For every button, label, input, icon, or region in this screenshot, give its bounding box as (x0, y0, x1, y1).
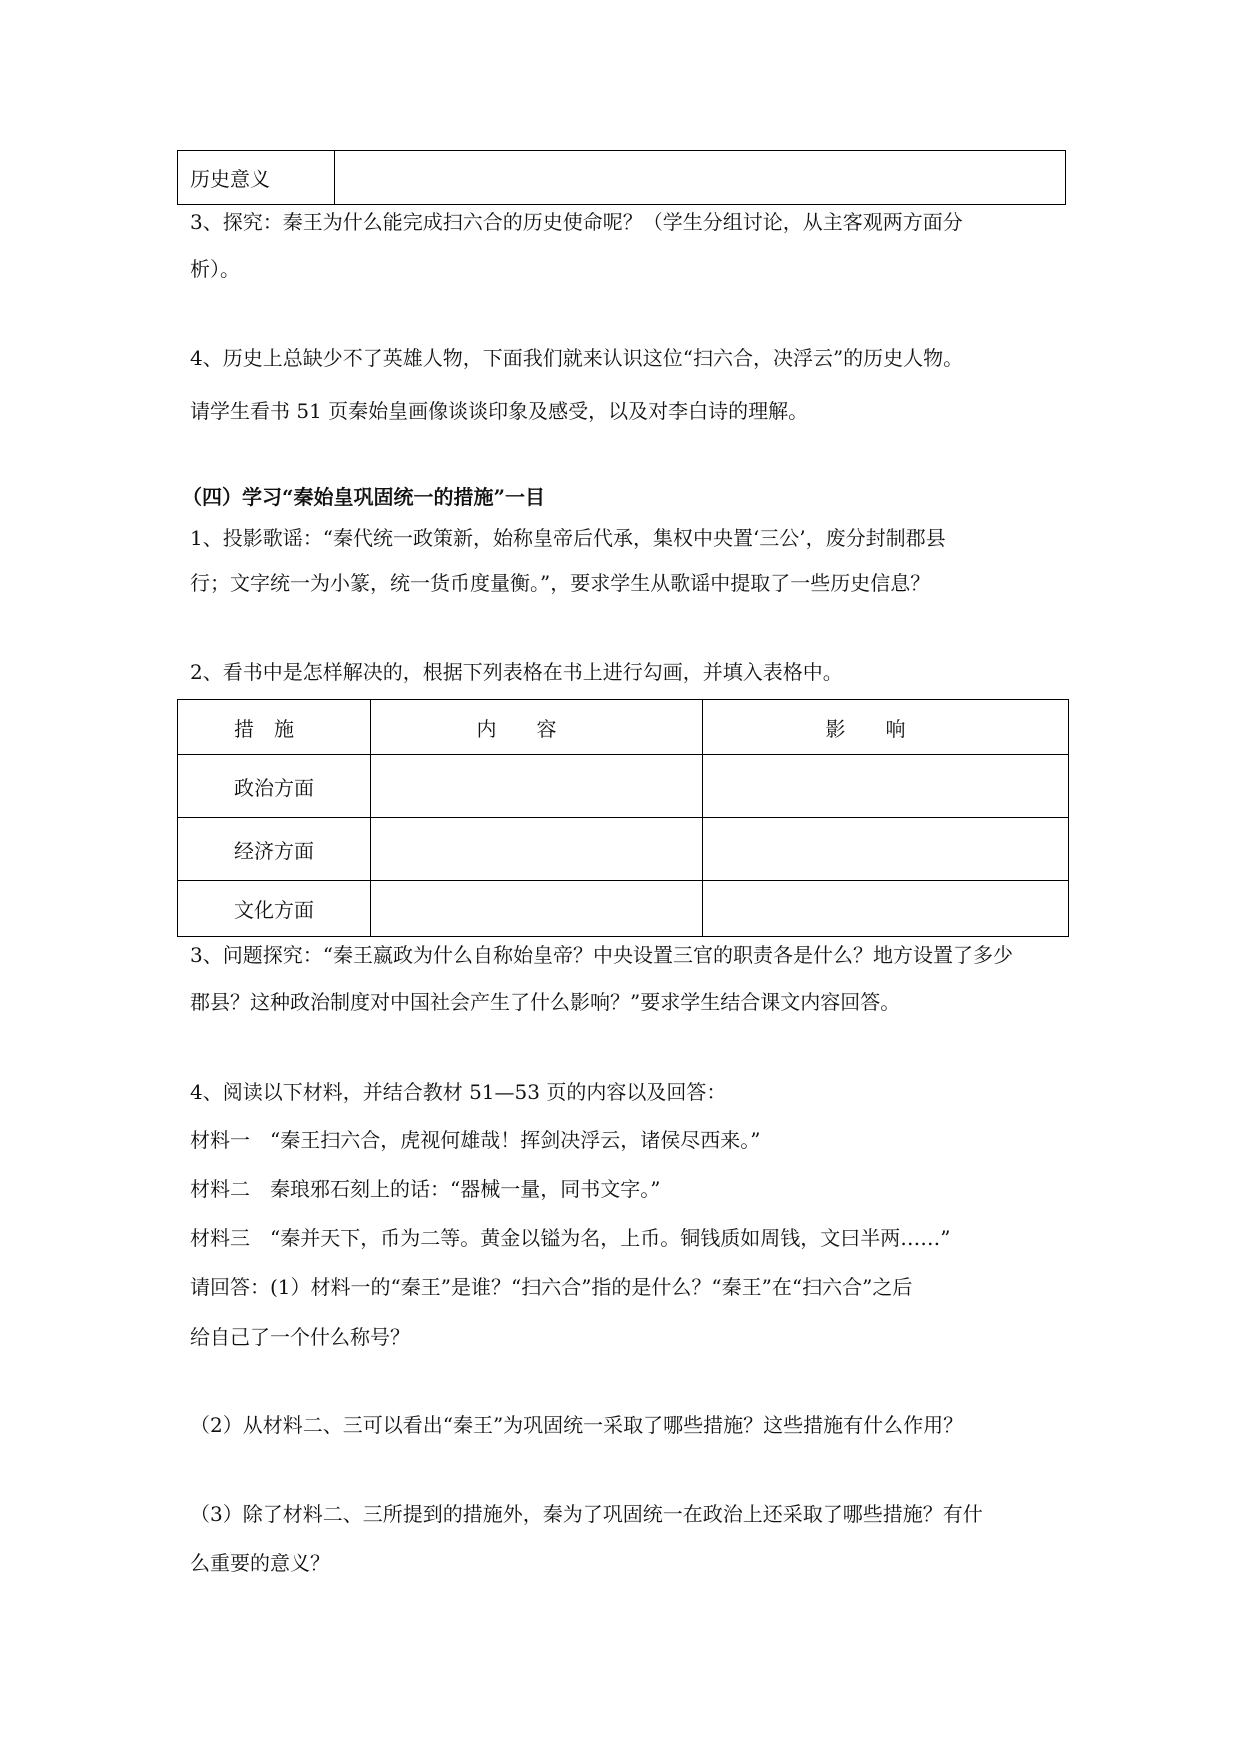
table-cell-empty (703, 881, 1069, 937)
historical-significance-table (177, 150, 1066, 205)
question-1-line-1: 请回答：(1）材料一的“秦王”是谁？“扫六合”指的是什么？“秦王”在“扫六合”之后 (190, 1275, 913, 1299)
table-cell-empty (703, 755, 1069, 818)
measures-table (177, 699, 1069, 937)
table-row (178, 881, 1069, 937)
question-3-line-2: 么重要的意义？ (190, 1551, 330, 1575)
question-3-line-1: （3）除了材料二、三所提到的措施外，秦为了巩固统一在政治上还采取了哪些措施？有什 (190, 1502, 983, 1526)
row-label-economic: 经济方面 (178, 818, 371, 881)
section-4-item-3-line-2: 郡县？这种政治制度对中国社会产生了什么影响？”要求学生结合课文内容回答。 (190, 990, 901, 1014)
material-1: 材料一 “秦王扫六合，虎视何雄哉！挥剑决浮云，诸侯尽西来。” (190, 1128, 761, 1152)
question-2: （2）从材料二、三可以看出“秦王”为巩固统一采取了哪些措施？这些措施有什么作用？ (190, 1413, 964, 1437)
table-row (178, 755, 1069, 818)
table-cell-empty (371, 818, 703, 881)
section-4-heading: （四）学习“秦始皇巩固统一的措施”一目 (182, 485, 546, 509)
section-4-item-4-intro: 4、阅读以下材料，并结合教材 51—53 页的内容以及回答： (190, 1080, 727, 1104)
table-row (178, 818, 1069, 881)
table-cell-empty (371, 755, 703, 818)
paragraph-3-line-1: 3、探究：秦王为什么能完成扫六合的历史使命呢？（学生分组讨论，从主客观两方面分 (190, 210, 963, 234)
table-cell-label: 历史意义 (178, 151, 335, 205)
table-cell-empty (335, 151, 1066, 205)
section-4-item-3-line-1: 3、问题探究：“秦王嬴政为什么自称始皇帝？中央设置三官的职责各是什么？地方设置了多少 (190, 943, 1013, 967)
question-1-line-2: 给自己了一个什么称号？ (190, 1325, 410, 1349)
row-label-cultural: 文化方面 (178, 881, 371, 937)
table-header-row (178, 700, 1069, 755)
paragraph-3-line-2: 析）。 (190, 257, 240, 281)
section-4-item-1-line-2: 行；文字统一为小篆，统一货币度量衡。”，要求学生从歌谣中提取了一些历史信息？ (190, 571, 931, 595)
material-2: 材料二 秦琅邪石刻上的话：“器械一量，同书文字。” (190, 1177, 661, 1201)
table-cell-empty (703, 818, 1069, 881)
table-row (178, 151, 1066, 205)
section-4-item-1-line-1: 1、投影歌谣：“秦代统一政策新，始称皇帝后代承，集权中央置‘三公’，废分封制郡县 (190, 526, 946, 550)
row-label-political: 政治方面 (178, 755, 371, 818)
section-4-item-2: 2、看书中是怎样解决的，根据下列表格在书上进行勾画，并填入表格中。 (190, 660, 843, 684)
header-content: 内容 (371, 700, 703, 755)
table-cell-empty (371, 881, 703, 937)
header-impact: 影响 (703, 700, 1069, 755)
header-measures: 措施 (178, 700, 371, 755)
material-3: 材料三 “秦并天下，币为二等。黄金以镒为名，上币。铜钱质如周钱，文曰半两……” (190, 1226, 951, 1250)
paragraph-4-line-2: 请学生看书 51 页秦始皇画像谈谈印象及感受，以及对李白诗的理解。 (190, 399, 809, 423)
paragraph-4-line-1: 4、历史上总缺少不了英雄人物，下面我们就来认识这位“扫六合，决浮云”的历史人物。 (190, 346, 964, 370)
